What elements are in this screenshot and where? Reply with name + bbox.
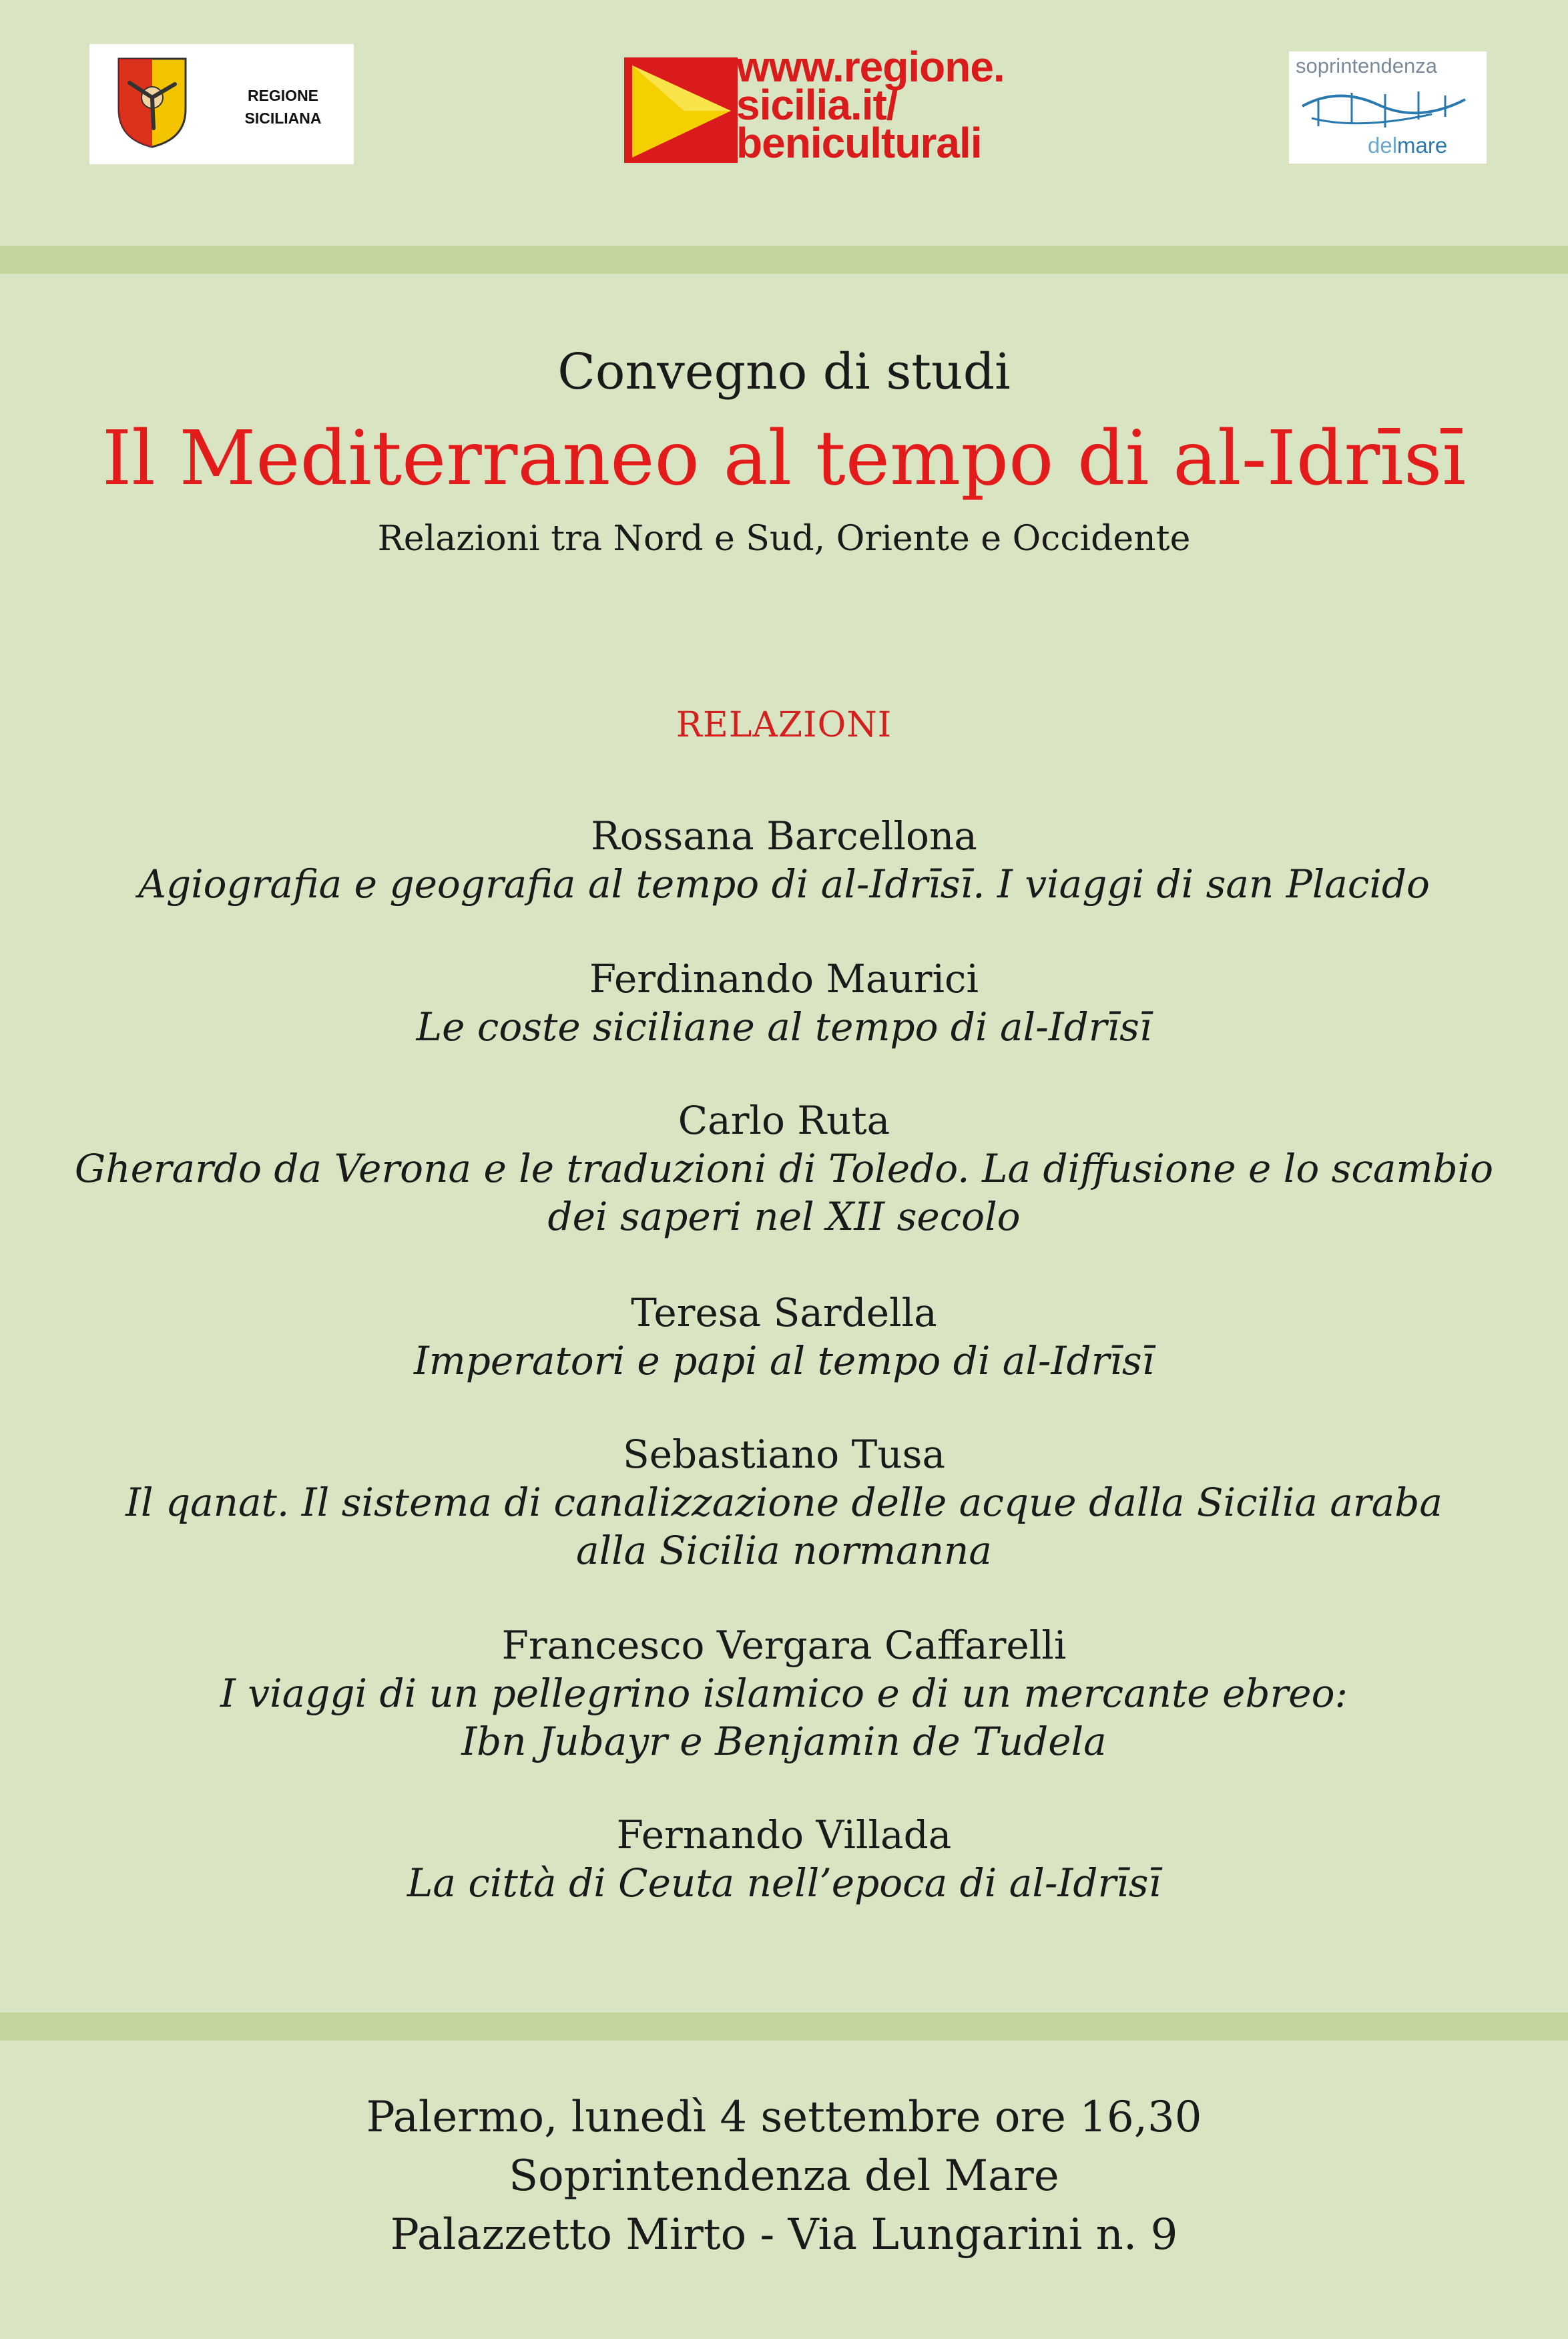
talk-title-cont: Ibn Jubayr e Benjamin de Tudela (461, 1719, 1107, 1764)
event-kicker: Convegno di studi (557, 343, 1011, 401)
page-title: Il Mediterraneo al tempo di al-Idrīsī (101, 415, 1467, 502)
talk-title-cont: alla Sicilia normanna (576, 1528, 992, 1573)
talk-title-cont: dei saperi nel XII secolo (547, 1194, 1021, 1239)
talk-title: Agiografia e geografia al tempo di al-Idrīsī. I viaggi di san Placido (138, 861, 1430, 907)
page-subtitle: Relazioni tra Nord e Sud, Oriente e Occidente (377, 519, 1191, 559)
talk-title: Le coste siciliane al tempo di al-Idrīsī (416, 1004, 1152, 1050)
wave-sketch-icon (1298, 79, 1480, 133)
soprintendenza-logo-del: del (1368, 133, 1398, 158)
talk-title: I viaggi di un pellegrino islamico e di un mercante ebreo: (220, 1671, 1348, 1716)
talk-item (0, 955, 1568, 1051)
talk-item (0, 1289, 1568, 1385)
regione-logo-line1: REGIONE (247, 87, 319, 104)
talk-speaker: Sebastiano Tusa (622, 1432, 946, 1477)
trinacria-shield-icon (116, 56, 188, 150)
regione-siciliana-logo (89, 44, 354, 164)
beni-logo-line1: www.regione. (736, 43, 1005, 91)
talk-speaker: Ferdinando Maurici (589, 956, 979, 1002)
talk-item (0, 1811, 1568, 1907)
beni-logo-line2: sicilia.it/ (736, 81, 898, 129)
talk-title: Gherardo da Verona e le traduzioni di Toledo. La diffusione e lo scambio (74, 1146, 1494, 1191)
event-venue: Soprintendenza del Mare (509, 2151, 1059, 2201)
talk-speaker: Fernando Villada (616, 1812, 952, 1858)
soprintendenza-logo-top: soprintendenza (1296, 54, 1437, 77)
talk-speaker: Francesco Vergara Caffarelli (501, 1623, 1067, 1668)
beni-logo-line3: beniculturali (736, 119, 982, 167)
talk-title: Il qanat. Il sistema di canalizzazione delle acque dalla Sicilia araba (125, 1480, 1443, 1525)
talk-item (0, 1430, 1568, 1574)
talk-item (0, 1621, 1568, 1765)
event-address: Palazzetto Mirto - Via Lungarini n. 9 (390, 2210, 1178, 2260)
talk-speaker: Teresa Sardella (631, 1290, 937, 1335)
talk-title: La città di Ceuta nell’epoca di al-Idrīsī (407, 1860, 1161, 1906)
soprintendenza-logo-mare: mare (1397, 133, 1448, 158)
talk-item (0, 812, 1568, 908)
top-divider-band (0, 246, 1568, 274)
yellow-triangle-logo-icon (624, 57, 738, 163)
soprintendenza-del-mare-logo (1289, 51, 1487, 164)
regione-logo-line2: SICILIANA (244, 110, 322, 127)
bottom-divider-band (0, 2012, 1568, 2041)
talk-item (0, 1096, 1568, 1241)
event-date-time: Palermo, lunedì 4 settembre ore 16,30 (366, 2093, 1202, 2142)
talk-title: Imperatori e papi al tempo di al-Idrīsī (413, 1338, 1155, 1384)
beni-culturali-logo (624, 43, 1025, 170)
section-heading: RELAZIONI (676, 705, 892, 745)
talk-speaker: Carlo Ruta (678, 1098, 890, 1143)
talk-speaker: Rossana Barcellona (591, 813, 977, 859)
